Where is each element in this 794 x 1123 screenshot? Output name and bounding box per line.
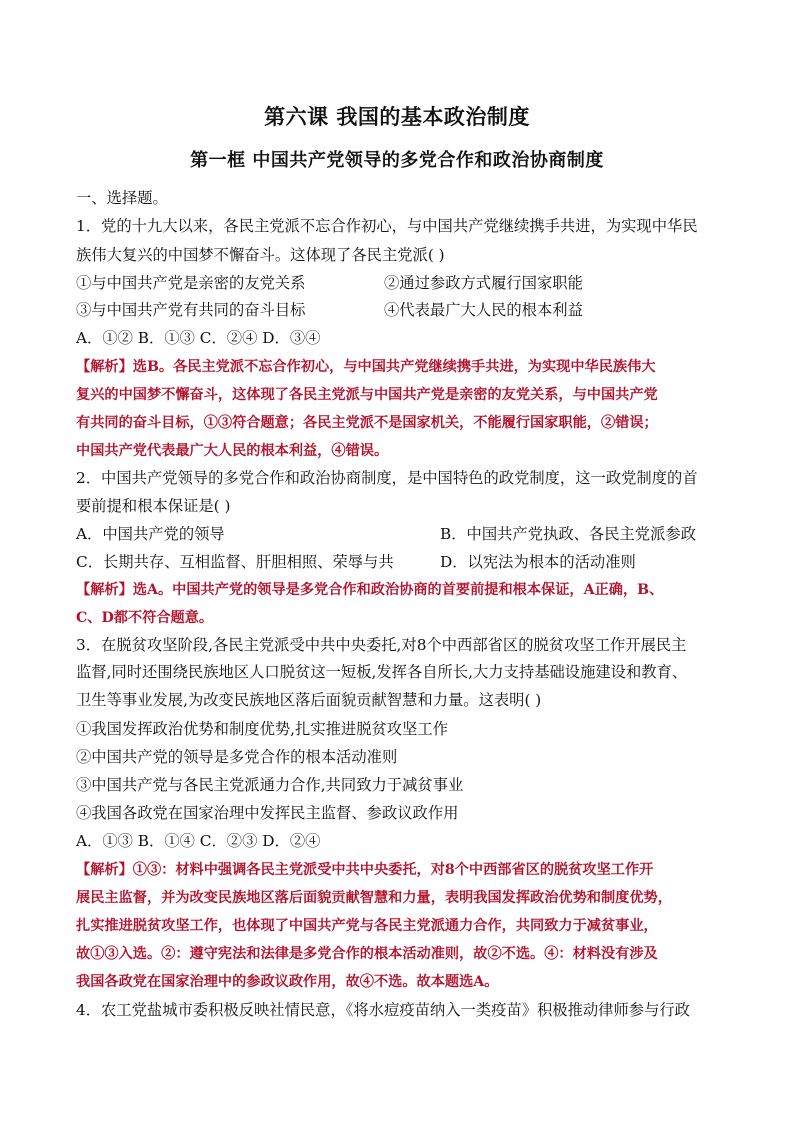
q1-item: ②通过参政方式履行国家职能	[384, 274, 583, 292]
q3-analysis-line: 我国各政党在国家治理中的参政议政作用，故④不选。故本题选A。	[76, 974, 499, 990]
q1-item: ①与中国共产党是亲密的友党关系	[76, 274, 306, 292]
q1-stem-line: 1．党的十九大以来，各民主党派不忘合作初心，与中国共产党继续携手共进，为实现中华民	[76, 217, 698, 235]
q1-analysis-line: 有共同的奋斗目标，①③符合题意；各民主党派不是国家机关，不能履行国家职能，②错误；	[76, 415, 658, 431]
q1-analysis-line: 【解析】选B。各民主党派不忘合作初心，与中国共产党继续携手共进，为实现中华民族伟大	[76, 359, 656, 375]
q2-analysis-line: 【解析】选A。中国共产党的领导是多党合作和政治协商的首要前提和根本保证，A正确，B、	[76, 582, 664, 598]
lesson-title: 第六课 我国的基本政治制度	[264, 104, 530, 129]
q3-item: ①我国发挥政治优势和制度优势,扎实推进脱贫攻坚工作	[76, 720, 448, 738]
q2-analysis-line: C、D都不符合题意。	[76, 610, 214, 626]
q1-stem-line: 族伟大复兴的中国梦不懈奋斗。这体现了各民主党派( )	[76, 246, 445, 264]
q1-analysis-line: 复兴的中国梦不懈奋斗，这体现了各民主党派与中国共产党是亲密的友党关系，与中国共产党	[76, 387, 658, 403]
q3-stem-line: 3．在脱贫攻坚阶段,各民主党派受中共中央委托,对8个中西部省区的脱贫攻坚工作开展民主	[76, 636, 687, 654]
q1-item: ③与中国共产党有共同的奋斗目标	[76, 301, 306, 319]
q3-analysis-line: 【解析】①③：材料中强调各民主党派受中共中央委托，对8个中西部省区的脱贫攻坚工作开	[76, 862, 654, 878]
q3-stem-line: 卫生等事业发展,为改变民族地区落后面貌贡献智慧和力量。这表明( )	[76, 691, 542, 709]
q2-stem-line: 2．中国共产党领导的多党合作和政治协商制度，是中国特色的政党制度，这一政党制度的首	[76, 469, 698, 487]
q2-option-c: C．长期共存、互相监督、肝胆相照、荣辱与共	[76, 553, 394, 571]
q3-item: ②中国共产党的领导是多党合作的根本活动准则	[76, 748, 398, 766]
section-subtitle: 第一框 中国共产党领导的多党合作和政治协商制度	[190, 150, 604, 171]
q4-stem-line: 4．农工党盐城市委积极反映社情民意，《将水痘疫苗纳入一类疫苗》积极推动律师参与行政	[76, 1001, 690, 1019]
q3-item: ③中国共产党与各民主党派通力合作,共同致力于减贫事业	[76, 776, 464, 794]
q2-option-a: A．中国共产党的领导	[76, 525, 225, 543]
q3-item: ④我国各政党在国家治理中发挥民主监督、参政议政作用	[76, 804, 459, 822]
q3-analysis-line: 故①③入选。②：遵守宪法和法律是多党合作的根本活动准则，故②不选。④：材料没有涉及	[76, 946, 658, 962]
section-heading: 一、选择题。	[76, 189, 168, 207]
q3-stem-line: 监督,同时还围绕民族地区人口脱贫这一短板,发挥各自所长,大力支持基础设施建设和教育、	[76, 663, 688, 681]
q2-stem-line: 要前提和根本保证是( )	[76, 497, 231, 515]
q1-analysis-line: 中国共产党代表最广大人民的根本利益，④错误。	[76, 443, 389, 459]
q1-choices: A．①② B．①③ C．②④ D．③④	[76, 329, 321, 347]
q2-option-d: D．以宪法为根本的活动准则	[440, 553, 636, 571]
q3-analysis-line: 扎实推进脱贫攻坚工作，也体现了中国共产党与各民主党派通力合作，共同致力于减贫事业，	[76, 918, 658, 934]
q3-analysis-line: 展民主监督，并为改变民族地区落后面貌贡献智慧和力量，表明我国发挥政治优势和制度优势，	[76, 890, 672, 906]
q3-choices: A．①③ B．①④ C．②③ D．②④	[76, 832, 321, 850]
q2-option-b: B．中国共产党执政、各民主党派参政	[440, 525, 696, 543]
q1-item: ④代表最广大人民的根本利益	[384, 301, 583, 319]
